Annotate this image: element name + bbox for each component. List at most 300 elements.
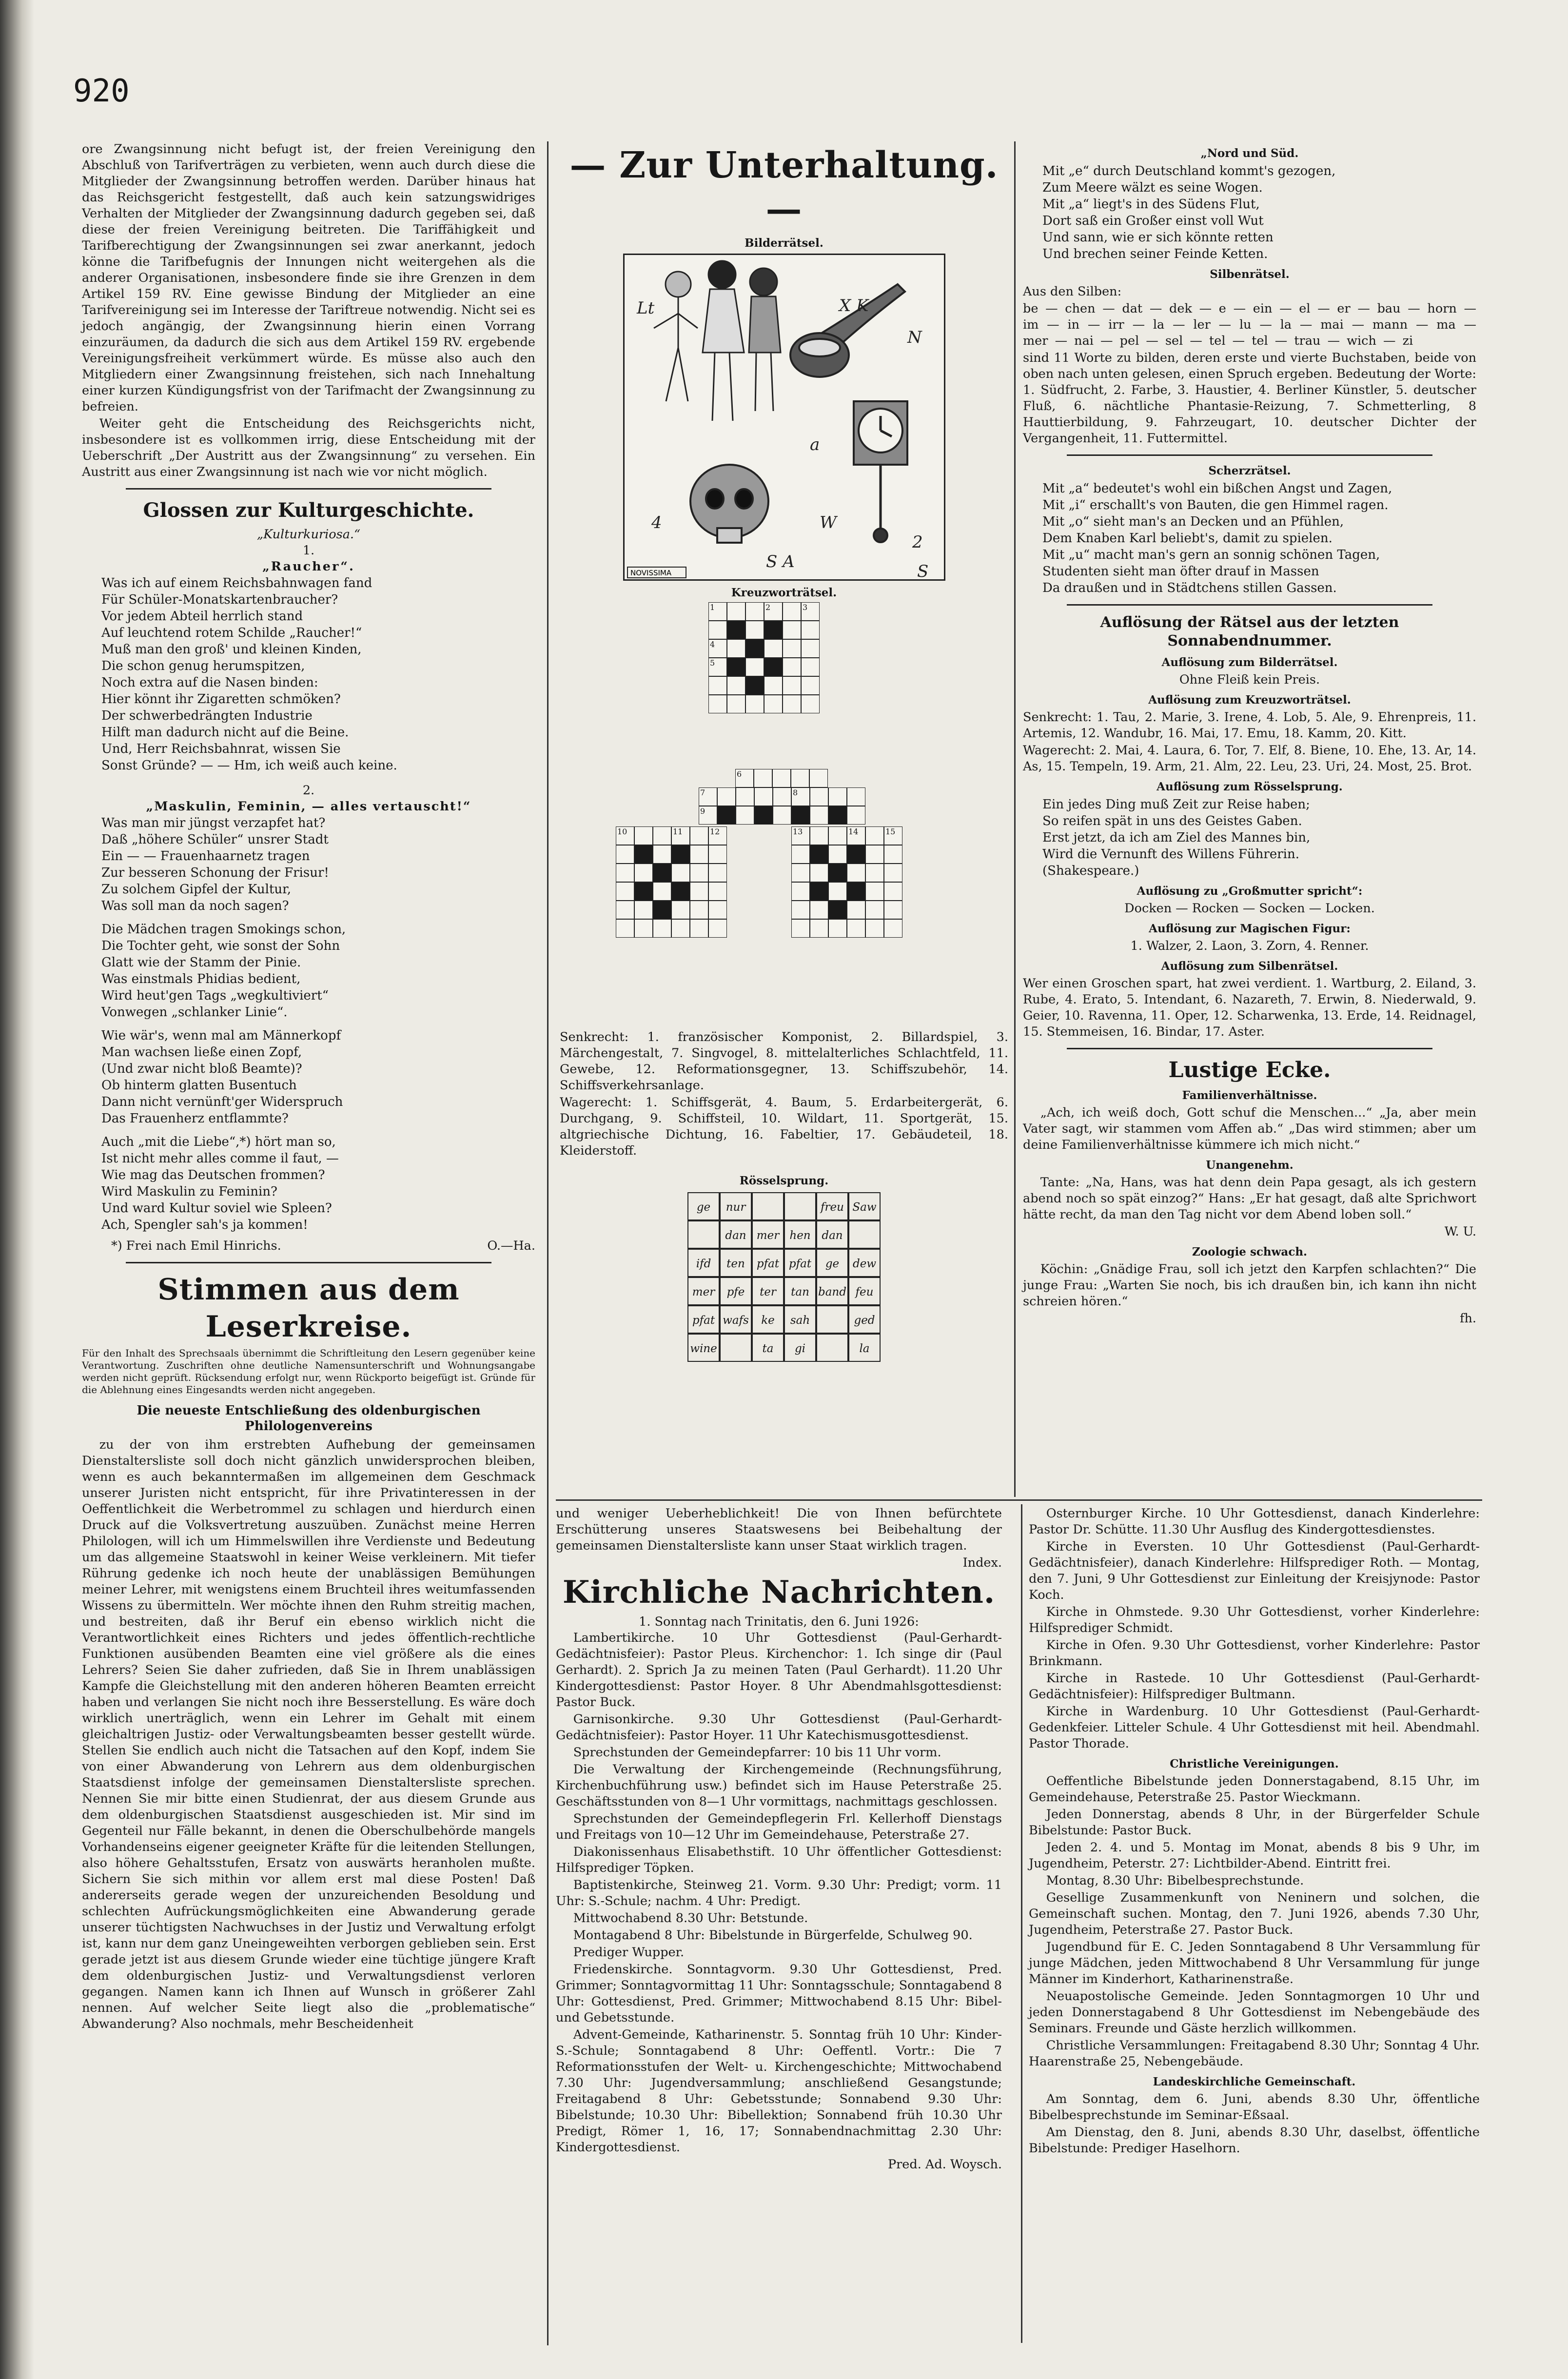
poem1 [82,575,535,774]
association-entry: Gesellige Zusammenkunft von Neninern und solchen, die Gemeinschaft suchen. Montag, den 7. Juni 1926, abends 7.30 Uhr, Jugendheim, Peterstraße 27. Pastor Buck. [1029,1890,1480,1937]
divider [126,488,491,490]
crossword-cell [736,806,754,825]
puzzle-letter: a [809,435,820,454]
divider [1067,1048,1432,1049]
roesselsprung-cell: tan [784,1277,816,1305]
crossword-cell [801,621,820,639]
crossword-cell [791,769,809,787]
crossword-cell [847,864,865,882]
roesselsprung-cell: ge [687,1192,720,1220]
crossword-cell [801,676,820,695]
crossword-cell [754,787,773,806]
verse-line: Zu solchem Gipfel der Kultur, [101,882,291,897]
crossword-cell [616,901,634,919]
church-entry: Mittwochabend 8.30 Uhr: Betstunde. [573,1911,808,1926]
aufl-magisch-title: Auflösung zur Magischen Figur: [1149,922,1351,935]
crossword-cell: 14 [847,826,865,845]
roesselsprung-cell: wine [687,1334,720,1362]
zoologie-signature: fh. [1460,1311,1476,1326]
puzzle-letter: S [917,562,928,579]
verse-line: Was soll man da noch sagen? [101,899,289,913]
association-entry: Jeden Donnerstag, abends 8 Uhr, in der Bürgerfelder Schule Bibelstunde: Pastor Buck. [1029,1807,1480,1838]
crossword-cell [634,826,653,845]
page-number: 920 [73,73,130,109]
crossword-top [708,602,820,713]
verse-line: Ein — — Frauenhaarnetz tragen [101,849,310,864]
crossword-cell [745,695,764,713]
crossword-grid [616,602,952,1026]
crossword-cell [801,639,820,658]
puzzle-letter: X K [839,296,868,315]
silben-intro: Aus den Silben: [1023,284,1122,299]
picture-puzzle-drawing [625,255,944,579]
landes-list [1029,2091,1480,2157]
column-rule-1 [547,141,549,2345]
crossword-cell [847,882,865,901]
roesselsprung-cell: ifd [687,1249,720,1277]
crossword-cell [717,806,736,825]
roesselsprung-cell [752,1192,784,1220]
church-entry: Prediger Wupper. [573,1945,685,1960]
crossword-cell [708,864,727,882]
crossword-left [616,826,727,938]
crossword-cell [745,658,764,676]
church-entry: Osternburger Kirche. 10 Uhr Gottesdienst, danach Kinderlehre: Pastor Dr. Schütte. 11.30 Uhr Ausflug des Kindergottesdienstes. [1029,1506,1480,1537]
crossword-cell: 3 [801,602,820,621]
puzzle-letter: Lt [636,298,654,318]
scherz-poem [1023,480,1476,596]
verse-line: Was einstmals Phidias bedient, [101,972,301,986]
verse-line: Wird die Vernunft des Willens Führerin. [1042,847,1299,862]
verse-line: Muß man den groß' und kleinen Kinden, [101,642,362,657]
verse-line: Und sann, wie er sich könnte retten [1042,230,1274,245]
crossword-cell [634,882,653,901]
crossword-cell [764,695,783,713]
crossword-cell [828,845,847,864]
aufl-gross-title: Auflösung zu „Großmutter spricht“: [1137,885,1363,898]
kirchliche-title: Kirchliche Nachrichten. [562,1574,996,1611]
crossword-cell [810,901,828,919]
verse-line: Der schwerbedrängten Industrie [101,708,313,723]
verse-line [82,914,535,921]
crossword-cell: 8 [791,787,810,806]
crossword-cell: 13 [791,826,810,845]
nord-sued-title: „Nord und Süd. [1200,147,1299,160]
church-entry: Lambertikirche. 10 Uhr Gottesdienst (Paul-Gerhardt-Gedächtnisfeier): Pastor Pleus. Kirchenchor: 1. Ich singe dir (Paul Gerhardt). 2. Sprich Ja zu meinen Taten (Paul Gerhardt). 11.20 Uhr Kindergottesdienst: Pastor Hoyer. 8 Uhr Abendmahlsgottesdienst: Pastor Buck. [556,1631,1002,1710]
aufl-bilder-title: Auflösung zum Bilderrätsel. [1161,656,1338,669]
verse-line: Ein jedes Ding muß Zeit zur Reise haben; [1042,797,1310,812]
crossword-cell [810,864,828,882]
roesselsprung-cell: ten [720,1249,752,1277]
verse-line: Mit „o“ sieht man's an Decken und an Pfühlen, [1042,514,1344,529]
roesselsprung-cell: ge [816,1249,848,1277]
crossword-cell [690,901,708,919]
column-right [1023,141,1476,1327]
church-entry: Kirche in Eversten. 10 Uhr Gottesdienst (Paul-Gerhardt-Gedächtnisfeier), danach Kinderlehre: Hilfsprediger Roth. — Montag, den 7. Juni, 9 Uhr Gottesdienst zur Einleitung der Kreisjynode: Pastor Koch. [1029,1539,1480,1602]
church-entry: Kirche in Wardenburg. 10 Uhr Gottesdienst (Paul-Gerhardt-Gedenkfeier. Litteler Schule. 4 Uhr Gottesdienst mit heil. Abendmahl. Pastor Thorade. [1029,1704,1480,1751]
crossword-cell [865,882,884,901]
association-entry: Am Sonntag, dem 6. Juni, abends 8.30 Uhr, öffentliche Bibelbesprechstunde im Seminar-Eßsaal. [1029,2092,1480,2123]
association-entry: Jugendbund für E. C. Jeden Sonntagabend 8 Uhr Versammlung für junge Mädchen, jeden Mittwochabend 8 Uhr Versammlung für junge Männer im Kinderhort, Katharinenstraße. [1029,1940,1480,1986]
verse-line: (Und zwar nicht bloß Beamte)? [101,1062,302,1076]
roesselsprung-cell: dew [848,1249,881,1277]
crossword-cell [671,919,690,938]
kirchliche-date: 1. Sonntag nach Trinitatis, den 6. Juni 1926: [639,1614,919,1629]
verse-line: Vonwegen „schlanker Linie“. [101,1005,288,1020]
crossword-stem-2 [699,787,865,825]
aufl-kreuz-title: Auflösung zum Kreuzworträtsel. [1148,693,1351,707]
crossword-cell: 12 [708,826,727,845]
crossword-cell [772,769,791,787]
crossword-cell [884,919,902,938]
crossword-cell [653,845,671,864]
puzzle-letter: 2 [912,532,923,552]
verse-line: Und, Herr Reichsbahnrat, wissen Sie [101,742,341,756]
puzzle-letter: S A [765,552,795,571]
crossword-cell: 9 [699,806,717,825]
church-entry: Advent-Gemeinde, Katharinenstr. 5. Sonntag früh 10 Uhr: Kinder-S.-Schule; Sonntagabend 8 Uhr: Oeffentl. Vortr.: Die 7 Reformationsstufen der Welt- u. Kirchengeschichte; Mittwochabend 7.30 Uhr: Jugendversammlung; anschließend Gesangstunde; Freitagabend 8 Uhr: Gebetsstunde; Sonnabend 9.30 Uhr: Bibelstunde; 10.30 Uhr: Bibellektion; Sonnabend früh 10.30 Uhr Predigt, Römer 1, 16, 17; Sonnabendnachmittag 2.30 Uhr: Kindergottesdienst. [556,2027,1002,2155]
article-intro-continued: Weiter geht die Entscheidung des Reichsgerichts nicht, insbesondere ist es vollkommen irrig, diese Entscheidung mit der Ueberschrift „Der Austritt aus der Zwangsinnung“ zu versehen. Ein Austritt aus einer Zwangsinnung ist nach wie vor nicht möglich. [82,416,535,479]
aufl-magisch: 1. Walzer, 2. Laon, 3. Zorn, 4. Renner. [1130,939,1369,953]
crossword-cell [810,845,828,864]
crossword-cell [690,845,708,864]
verse-line: Noch extra auf die Nasen binden: [101,675,318,690]
roesselsprung-cell: gi [784,1334,816,1362]
verse-line: Daß „höhere Schüler“ unsrer Stadt [101,832,329,847]
crossword-cell: 7 [699,787,717,806]
crossword-cell [801,695,820,713]
roesselsprung-cell [720,1334,752,1362]
crossword-cell: 6 [735,769,754,787]
aufl-gross: Docken — Rocken — Socken — Locken. [1124,901,1375,916]
crossword-cell [653,919,671,938]
roesselsprung-cell: ter [752,1277,784,1305]
verse-line: Ach, Spengler sah's ja kommen! [101,1218,308,1232]
crossword-cell [828,826,847,845]
crossword-cell [865,901,884,919]
crossword-cell [708,919,727,938]
verse-line: Die schon genug herumspitzen, [101,659,305,673]
verse-line: Wird heut'gen Tags „wegkultiviert“ [101,988,329,1003]
church-entry: Kirche in Ohmstede. 9.30 Uhr Gottesdienst, vorher Kinderlehre: Hilfsprediger Schmidt. [1029,1605,1480,1635]
roesselsprung-cell: pfat [784,1249,816,1277]
divider [1067,454,1432,456]
crossword-cell [736,787,754,806]
crossword-cell [810,882,828,901]
verse-line: Mit „i“ erschallt's von Bauten, die gen Himmel ragen. [1042,498,1389,512]
column-left [82,141,535,2033]
silben-syllables: be — chen — dat — dek — e — ein — el — er — bau — horn — im — in — irr — la — ler — lu — la — mai — mann — ma — mer — nai — pel — sel — tel — tel — trau — wich — zi [1023,301,1476,348]
crossword-cell [745,676,764,695]
skull-drawing [690,465,768,543]
glossen-title: Glossen zur Kulturgeschichte. [143,499,474,522]
nord-sued-poem [1023,163,1476,262]
christliche-title: Christliche Vereinigungen. [1170,1757,1339,1770]
crossword-cell [884,882,902,901]
roesselsprung-cell: dan [816,1220,848,1249]
aufl-silben: Wer einen Groschen spart, hat zwei verdient. 1. Wartburg, 2. Eiland, 3. Rube, 4. Erato, 5. Intendant, 6. Nazareth, 7. Erwin, 8. Niederwald, 9. Geier, 10. Ravenna, 11. Oper, 12. Scharwenka, 13. Erde, 14. Reidnagel, 15. Stemmeisen, 16. Bindar, 17. Aster. [1023,976,1476,1039]
crossword-cell [708,676,727,695]
column-rule-3 [1021,1504,1022,2343]
verse-line: So reifen spät in uns des Geistes Gaben. [1042,814,1302,828]
verse-line: Was ich auf einem Reichsbahnwagen fand [101,576,372,590]
divider [1067,604,1432,606]
verse-line: (Shakespeare.) [1042,864,1139,878]
roesselsprung-cell: pfat [687,1305,720,1334]
verse-line: Hilft man dadurch nicht auf die Beine. [101,725,349,740]
crossword-cell [791,882,810,901]
roesselsprung-cell: wafs [720,1305,752,1334]
crossword-cell [727,658,745,676]
association-entry: Oeffentliche Bibelstunde jeden Donnerstagabend, 8.15 Uhr, im Gemeindehause, Peterstraße 25. Pastor Wieckmann. [1029,1774,1480,1805]
roesselsprung-cell: nur [720,1192,752,1220]
crossword-cell [708,901,727,919]
crossword-cell [810,919,828,938]
crossword-cell [764,676,783,695]
crossword-cell [690,882,708,901]
crossword-cell [754,769,772,787]
roesselsprung-cell: Saw [848,1192,881,1220]
church-entry: Sprechstunden der Gemeindepflegerin Frl. Kellerhoff Dienstags und Freitags von 10—12 Uhr im Gemeindehause, Peterstraße 27. [556,1811,1002,1842]
column-rule-2 [1014,141,1016,1497]
poem2-number: 2. [302,783,315,798]
crossword-cell [847,919,865,938]
crossword-cell [828,806,847,825]
verse-line: Glatt wie der Stamm der Pinie. [101,955,301,970]
verse-line [82,1021,535,1027]
roesselsprung-title: Rösselsprung. [739,1174,829,1187]
roesselsprung-cell [816,1305,848,1334]
verse-line: Das Frauenherz entflammte? [101,1111,289,1126]
verse-line: Auch „mit die Liebe“,*) hört man so, [101,1135,336,1149]
stimmen-title: Stimmen aus dem Leserkreise. [157,1273,460,1344]
puzzle-letter: W [819,513,837,532]
kirchliche-list [556,1630,1002,2156]
verse-line: Ob hinterm glatten Busentuch [101,1078,297,1093]
crossword-cell [847,901,865,919]
roesselsprung-cell [687,1220,720,1249]
verse-line: Wie wär's, wenn mal am Männerkopf [101,1028,341,1043]
crossword-cell [783,676,801,695]
stimmen-disclaimer: Für den Inhalt des Sprechsaals übernimmt die Schriftleitung den Lesern gegenüber keine Verantwortung. Zuschriften ohne deutliche Namensunterschrift und Wohnungsangabe werden nicht geprüft. Rücksendung erfolgt nur, wenn Rückporto beigefügt ist. Gründe für die Ablehnung eines Eingesandts werden nicht angegeben. [82,1347,535,1396]
picture-puzzle [623,254,945,581]
crossword-cell [708,695,727,713]
letter-signature: Index. [962,1555,1002,1570]
crossword-cell [884,901,902,919]
scherzraetsel-title: Scherzrätsel. [1208,464,1291,477]
crossword-cell [727,621,745,639]
crossword-cell [745,621,764,639]
kirchliche-signature: Pred. Ad. Woysch. [887,2157,1002,2172]
crossword-cell [865,919,884,938]
verse-line: Ist nicht mehr alles comme il faut, — [101,1151,339,1166]
crossword-cell [828,901,847,919]
verse-line: Hier könnt ihr Zigaretten schmöken? [101,692,341,707]
crossword-cell [791,919,810,938]
verse-line: Wird Maskulin zu Feminin? [101,1184,277,1199]
verse-line: Zur besseren Schonung der Frisur! [101,865,329,880]
church-entry: Garnisonkirche. 9.30 Uhr Gottesdienst (Paul-Gerhardt-Gedächtnisfeier): Pastor Hoyer. 11 Uhr Katechismusgottesdienst. [556,1712,1002,1743]
familie-title: Familienverhältnisse. [1182,1089,1317,1102]
crossword-cell [634,901,653,919]
crossword-clues-down: Senkrecht: 1. französischer Komponist, 2. Billardspiel, 3. Märchengestalt, 7. Singvogel, 8. mittelalterliches Schlachtfeld, 11. Gewebe, 12. Reformationsgegner, 13. Schiffszubehör, 14. Schiffsverkehrsanlage. [560,1030,1008,1093]
crossword-cell [884,864,902,882]
aufloesung-title: Auflösung der Rätsel aus der letzten Sonnabendnummer. [1100,614,1399,649]
roesselsprung-cell: feu [848,1277,881,1305]
crossword-cell [764,621,783,639]
crossword-cell [810,787,828,806]
crossword-cell [773,787,791,806]
poem-footer [82,1238,535,1254]
crossword-cell [810,806,828,825]
roesselsprung-cell [848,1220,881,1249]
roesselsprung-cell: ta [752,1334,784,1362]
crossword-cell [828,787,847,806]
crossword-cell [754,806,773,825]
crossword-cell [745,602,764,621]
crossword-cell [727,676,745,695]
crossword-cell [865,826,884,845]
poem1-title: „Raucher“. [262,559,355,574]
crossword-cell [847,787,865,806]
crossword-cell [783,639,801,658]
roesselsprung-grid [687,1192,881,1362]
crossword-cell [616,864,634,882]
crossword-cell [783,658,801,676]
crossword-cell [653,901,671,919]
roesselsprung-cell: hen [784,1220,816,1249]
verse-line: Dort saß ein Großer einst voll Wut [1042,214,1264,228]
zoologie-title: Zoologie schwach. [1192,1245,1308,1258]
crossword-cell [653,826,671,845]
verse-line: Auf leuchtend rotem Schilde „Raucher!“ [101,626,362,640]
crossword-cell [773,806,791,825]
verse-line: Mit „u“ macht man's gern an sonnig schönen Tagen, [1042,548,1380,562]
crossword-cell [745,639,764,658]
verse-line: Sonst Gründe? — — Hm, ich weiß auch keine. [101,758,397,773]
crossword-cell [865,864,884,882]
crossword-cell [708,621,727,639]
verse-line: Dem Knaben Karl beliebt's, damit zu spielen. [1042,531,1333,546]
roesselsprung-cell: mer [752,1220,784,1249]
unangenehm-signature: W. U. [1444,1224,1476,1239]
crossword-cell [810,826,828,845]
association-entry: Jeden 2. 4. und 5. Montag im Monat, abends 8 bis 9 Uhr, im Jugendheim, Peterstr. 27: Lichtbilder-Abend. Eintritt frei. [1029,1840,1480,1871]
roesselsprung-cell: ged [848,1305,881,1334]
letter-title: Die neueste Entschließung des oldenburgischen Philologenvereins [137,1403,481,1434]
crossword-cell [690,826,708,845]
association-entry: Neuapostolische Gemeinde. Jeden Sonntagmorgen 10 Uhr und jeden Donnerstagabend 8 Uhr Gottesdienst im Nebengebäude des Seminars. Freunde und Gäste herzlich willkommen. [1029,1989,1480,2036]
church-entry: Friedenskirche. Sonntagvorm. 9.30 Uhr Gottesdienst, Pred. Grimmer; Sonntagvormittag 11 Uhr: Sonntagsschule; Sonntagabend 8 Uhr: Gottesdienst, Pred. Grimmer; Mittwochabend 8.15 Uhr: Bibel- und Gebetsstunde. [556,1962,1002,2025]
christliche-list [1029,1773,1480,2070]
poem1-number: 1. [302,543,315,558]
verse-line: Mit „a“ liegt's in des Südens Flut, [1042,197,1260,212]
verse-line: Die Mädchen tragen Smokings schon, [101,922,346,937]
association-entry: Am Dienstag, den 8. Juni, abends 8.30 Uhr, daselbst, öffentliche Bibelstunde: Prediger Haselhorn. [1029,2125,1480,2156]
crossword-cell [690,919,708,938]
association-entry: Montag, 8.30 Uhr: Bibelbesprechstunde. [1046,1873,1304,1888]
crossword-cell: 5 [708,658,727,676]
lustige-ecke-title: Lustige Ecke. [1168,1058,1331,1082]
church-entry: Baptistenkirche, Steinweg 21. Vorm. 9.30 Uhr: Predigt; vorm. 11 Uhr: S.-Schule; nachm. 4 Uhr: Predigt. [556,1878,1002,1908]
crossword-cell [671,882,690,901]
crossword-cell [764,658,783,676]
landes-title: Landeskirchliche Gemeinschaft. [1153,2075,1356,2088]
crossword-cell [828,864,847,882]
clock-drawing [854,401,907,542]
church-entry: Die Verwaltung der Kirchengemeinde (Rechnungsführung, Kirchenbuchführung usw.) befindet sich im Hause Peterstraße 25. Geschäftsstunden von 8—1 Uhr vormittags, nachmittags geschlossen. [556,1762,1002,1809]
crossword-cell [783,621,801,639]
aufl-bilder: Ohne Fleiß kein Preis. [1179,672,1320,687]
crossword-cell [847,845,865,864]
poem2-title: „Maskulin, Feminin, — alles vertauscht!“ [146,799,471,814]
unterhaltung-title: — Zur Unterhaltung. — [569,144,999,230]
letter-conclusion: und weniger Ueberheblichkeit! Die von Ihnen befürchtete Erschütterung unseres Staatswesens bei Beibehaltung der gemeinsamen Dienstaltersliste kann unser Staat wirklich tragen. [556,1506,1002,1553]
verse-line: Mit „a“ bedeutet's wohl ein bißchen Angst und Zagen, [1042,481,1392,496]
verse-line: Erst jetzt, da ich am Ziel des Mannes bin, [1042,830,1311,845]
roesselsprung-cell: ke [752,1305,784,1334]
section-rule [556,1499,1482,1501]
verse-line [82,1127,535,1134]
verse-line: Mit „e“ durch Deutschland kommt's gezogen, [1042,164,1336,178]
crossword-cell [634,845,653,864]
crossword-cell [783,602,801,621]
kreuzwort-title: Kreuzworträtsel. [731,586,837,599]
crossword-cell: 11 [671,826,690,845]
verse-line: Dann nicht vernünft'ger Widerspruch [101,1095,343,1109]
church-entry: Kirche in Rastede. 10 Uhr Gottesdienst (Paul-Gerhardt-Gedächtnisfeier): Hilfsprediger Bultmann. [1029,1671,1480,1702]
verse-line: Zum Meere wälzt es seine Wogen. [1042,180,1263,195]
crossword-cell [801,658,820,676]
crossword-cell [791,806,810,825]
verse-line: Die Tochter geht, wie sonst der Sohn [101,939,340,953]
crossword-cell [690,864,708,882]
crossword-cell [809,769,828,787]
zoologie-text: Köchin: „Gnädige Frau, soll ich jetzt den Karpfen schlachten?“ Die junge Frau: „Warten Sie noch, bis ich draußen bin, ich kann ihn nicht schreien hören.“ [1023,1262,1476,1309]
roesselsprung-cell: pfe [720,1277,752,1305]
crossword-cell: 15 [884,826,902,845]
church-entry: Montagabend 8 Uhr: Bibelstunde in Bürgerfelde, Schulweg 90. [573,1928,973,1943]
crossword-right [791,826,902,938]
crossword-cell [653,882,671,901]
aufl-kreuz-down: Senkrecht: 1. Tau, 2. Marie, 3. Irene, 4. Lob, 5. Ale, 9. Ehrenpreis, 11. Artemis, 12. Wandubr, 16. Mai, 17. Emu, 18. Kamm, 20. Kitt. [1023,710,1476,741]
verse-line: Man wachsen ließe einen Zopf, [101,1045,302,1060]
crossword-cell [783,695,801,713]
crossword-cell: 10 [616,826,634,845]
verse-line: Und brechen seiner Feinde Ketten. [1042,247,1268,261]
silben-text: sind 11 Worte zu bilden, deren erste und vierte Buchstaben, beide von oben nach unten gelesen, einen Spruch ergeben. Bedeutung der Worte: 1. Südfrucht, 2. Farbe, 3. Haustier, 4. Berliner Künstler, 5. deutscher Fluß, 6. nächtliche Phantasie-Reizung, 7. Schmetterling, 8 Hauttierbildung, 9. Fahrzeugart, 10. deutscher Dichter der Vergangenheit, 11. Futtermittel. [1023,351,1477,446]
crossword-cell [865,845,884,864]
column-middle-bottom [556,1506,1002,2173]
puzzle-letter: N [907,328,922,347]
roesselsprung-cell: band [816,1277,848,1305]
verse-line: Für Schüler-Monatskartenbraucher? [101,592,338,607]
verse-line: Wie mag das Deutschen frommen? [101,1168,325,1182]
verse-line: Vor jedem Abteil herrlich stand [101,609,303,624]
crossword-cell [764,639,783,658]
page-binding-edge [0,0,34,2379]
crossword-cell [791,864,810,882]
crossword-cell: 1 [708,602,727,621]
crossword-cell [727,695,745,713]
crossword-cell [727,602,745,621]
church-entry: Kirche in Ofen. 9.30 Uhr Gottesdienst, vorher Kinderlehre: Pastor Brinkmann. [1029,1638,1480,1669]
crossword-stem-1 [735,769,828,787]
aufl-rossel-title: Auflösung zum Rösselsprung. [1156,780,1343,793]
glossen-subtitle: „Kulturkuriosa.“ [256,527,361,542]
unangenehm-title: Unangenehm. [1206,1159,1294,1172]
bilderraetsel-title: Bilderrätsel. [745,236,823,250]
